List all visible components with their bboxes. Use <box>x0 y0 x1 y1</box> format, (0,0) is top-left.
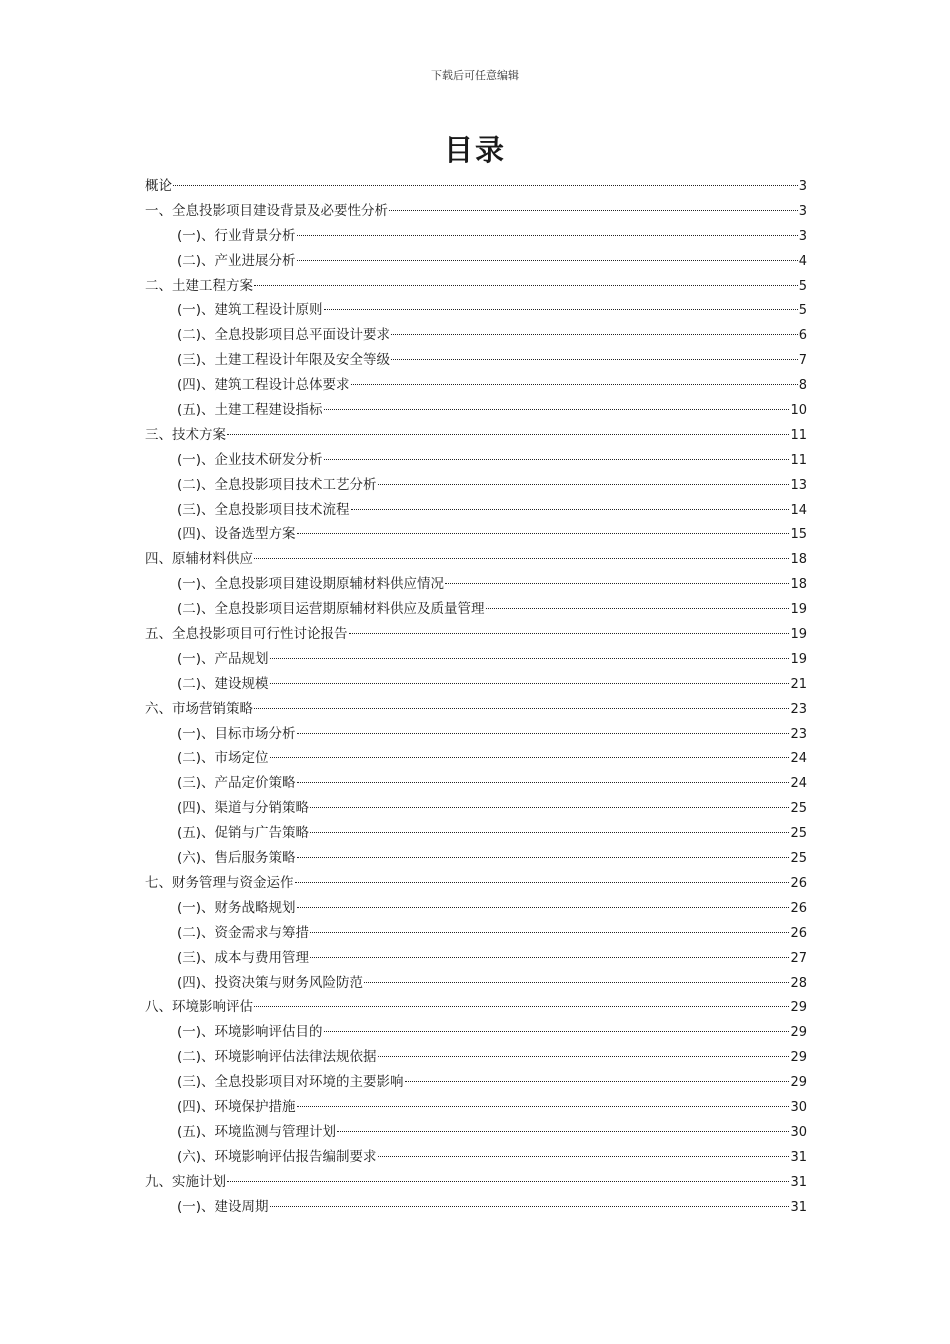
toc-dot-leader <box>297 533 790 534</box>
toc-dot-leader <box>324 1031 790 1032</box>
toc-entry[interactable] <box>145 1020 807 1045</box>
toc-entry-page-number: 21 <box>790 676 807 692</box>
toc-dot-leader <box>324 309 798 310</box>
toc-entry-label: (一)、产品规划 <box>177 650 269 667</box>
table-of-contents <box>145 174 807 1219</box>
toc-entry-label: (三)、成本与费用管理 <box>177 949 310 966</box>
toc-entry-page-number: 10 <box>790 403 807 419</box>
toc-entry[interactable] <box>145 298 807 323</box>
toc-dot-leader <box>297 733 790 734</box>
toc-entry-label: (一)、行业背景分析 <box>177 227 296 244</box>
toc-entry-label: (六)、售后服务策略 <box>177 850 296 867</box>
toc-entry-label: (一)、财务战略规划 <box>177 899 296 916</box>
toc-entry-page-number: 7 <box>798 353 807 369</box>
toc-entry-page-number: 15 <box>790 527 807 543</box>
toc-entry-page-number: 26 <box>790 925 807 941</box>
toc-dot-leader <box>391 334 798 335</box>
toc-entry-label: (二)、产业进展分析 <box>177 252 296 269</box>
toc-entry-label: (四)、环境保护措施 <box>177 1098 296 1115</box>
toc-dot-leader <box>297 782 790 783</box>
toc-entry[interactable] <box>145 697 807 722</box>
toc-dot-leader <box>445 583 789 584</box>
toc-entry-page-number: 19 <box>790 627 807 643</box>
toc-entry-page-number: 25 <box>790 851 807 867</box>
toc-entry-page-number: 25 <box>790 826 807 842</box>
toc-entry-label: (三)、全息投影项目对环境的主要影响 <box>177 1074 404 1091</box>
toc-entry[interactable] <box>145 971 807 996</box>
toc-entry[interactable] <box>145 522 807 547</box>
toc-entry[interactable] <box>145 572 807 597</box>
toc-entry-page-number: 26 <box>790 875 807 891</box>
toc-entry-page-number: 30 <box>790 1124 807 1140</box>
toc-entry[interactable] <box>145 946 807 971</box>
toc-entry[interactable] <box>145 771 807 796</box>
toc-entry[interactable] <box>145 746 807 771</box>
toc-entry[interactable] <box>145 995 807 1020</box>
toc-entry-page-number: 13 <box>790 477 807 493</box>
toc-entry-page-number: 5 <box>798 278 807 294</box>
toc-entry-label: (一)、目标市场分析 <box>177 725 296 742</box>
toc-entry-label: (一)、全息投影项目建设期原辅材料供应情况 <box>177 576 445 593</box>
toc-dot-leader <box>364 982 789 983</box>
toc-entry-label: 四、原辅材料供应 <box>145 551 253 568</box>
toc-entry-page-number: 29 <box>790 1050 807 1066</box>
toc-entry-page-number: 27 <box>790 950 807 966</box>
toc-dot-leader <box>297 235 798 236</box>
toc-entry[interactable] <box>145 448 807 473</box>
toc-entry-label: 三、技术方案 <box>145 426 226 443</box>
toc-dot-leader <box>270 757 790 758</box>
toc-entry[interactable] <box>145 373 807 398</box>
toc-entry-page-number: 19 <box>790 602 807 618</box>
toc-entry[interactable] <box>145 174 807 199</box>
toc-entry[interactable] <box>145 647 807 672</box>
toc-dot-leader <box>254 1006 789 1007</box>
toc-entry-label: (四)、建筑工程设计总体要求 <box>177 377 350 394</box>
toc-entry-label: (五)、促销与广告策略 <box>177 825 310 842</box>
toc-dot-leader <box>378 1056 790 1057</box>
toc-entry[interactable] <box>145 921 807 946</box>
toc-entry[interactable] <box>145 622 807 647</box>
toc-entry[interactable] <box>145 423 807 448</box>
toc-entry-page-number: 29 <box>790 1025 807 1041</box>
toc-entry[interactable] <box>145 547 807 572</box>
toc-entry-label: (二)、建设规模 <box>177 675 269 692</box>
toc-dot-leader <box>310 807 789 808</box>
toc-entry-page-number: 11 <box>790 452 807 468</box>
toc-entry-page-number: 26 <box>790 900 807 916</box>
toc-dot-leader <box>378 484 790 485</box>
toc-dot-leader <box>295 882 790 883</box>
toc-entry[interactable] <box>145 1170 807 1195</box>
toc-dot-leader <box>254 558 789 559</box>
toc-dot-leader <box>310 832 789 833</box>
toc-entry[interactable] <box>145 1120 807 1145</box>
toc-dot-leader <box>297 260 798 261</box>
toc-entry[interactable] <box>145 323 807 348</box>
toc-dot-leader <box>337 1131 789 1132</box>
toc-dot-leader <box>227 1181 789 1182</box>
toc-entry-label: 二、土建工程方案 <box>145 277 253 294</box>
toc-dot-leader <box>324 459 790 460</box>
toc-entry[interactable] <box>145 821 807 846</box>
toc-dot-leader <box>254 285 798 286</box>
header-note: 下载后可任意编辑 <box>431 69 519 82</box>
toc-dot-leader <box>297 857 790 858</box>
toc-entry-label: (一)、企业技术研发分析 <box>177 451 323 468</box>
toc-entry[interactable] <box>145 846 807 871</box>
toc-entry-page-number: 14 <box>790 502 807 518</box>
toc-entry-page-number: 29 <box>790 1000 807 1016</box>
toc-entry-page-number: 24 <box>790 751 807 767</box>
toc-entry-page-number: 23 <box>790 726 807 742</box>
toc-entry-label: 六、市场营销策略 <box>145 700 253 717</box>
toc-entry[interactable] <box>145 672 807 697</box>
toc-entry[interactable] <box>145 1045 807 1070</box>
toc-entry-page-number: 28 <box>790 975 807 991</box>
toc-entry[interactable] <box>145 398 807 423</box>
toc-dot-leader <box>378 1156 790 1157</box>
toc-dot-leader <box>310 932 789 933</box>
toc-entry-label: 九、实施计划 <box>145 1173 226 1190</box>
toc-entry-label: (一)、建设周期 <box>177 1198 269 1215</box>
toc-dot-leader <box>270 1206 790 1207</box>
toc-dot-leader <box>270 683 790 684</box>
toc-dot-leader <box>173 185 798 186</box>
toc-dot-leader <box>389 210 798 211</box>
toc-entry-label: (二)、全息投影项目技术工艺分析 <box>177 476 377 493</box>
toc-dot-leader <box>349 633 790 634</box>
toc-entry-label: (二)、全息投影项目运营期原辅材料供应及质量管理 <box>177 601 485 618</box>
toc-entry[interactable] <box>145 498 807 523</box>
toc-dot-leader <box>254 708 789 709</box>
toc-entry[interactable] <box>145 249 807 274</box>
toc-entry-page-number: 25 <box>790 801 807 817</box>
toc-entry-label: (五)、环境监测与管理计划 <box>177 1123 337 1140</box>
toc-entry-page-number: 18 <box>790 577 807 593</box>
toc-entry[interactable] <box>145 199 807 224</box>
toc-entry-page-number: 6 <box>798 328 807 344</box>
toc-dot-leader <box>351 384 798 385</box>
toc-entry[interactable] <box>145 473 807 498</box>
toc-entry-page-number: 8 <box>798 378 807 394</box>
toc-entry-page-number: 5 <box>798 303 807 319</box>
toc-entry-label: (三)、土建工程设计年限及安全等级 <box>177 352 391 369</box>
toc-entry-page-number: 24 <box>790 776 807 792</box>
toc-entry-label: (三)、产品定价策略 <box>177 775 296 792</box>
toc-entry[interactable] <box>145 1195 807 1220</box>
toc-entry[interactable] <box>145 1095 807 1120</box>
toc-entry-label: 一、全息投影项目建设背景及必要性分析 <box>145 202 388 219</box>
toc-entry-page-number: 3 <box>798 228 807 244</box>
toc-entry[interactable] <box>145 896 807 921</box>
toc-entry-page-number: 3 <box>798 179 807 194</box>
toc-dot-leader <box>391 359 798 360</box>
toc-entry[interactable] <box>145 348 807 373</box>
toc-entry-label: (三)、全息投影项目技术流程 <box>177 501 350 518</box>
toc-entry-label: (二)、市场定位 <box>177 750 269 767</box>
toc-entry[interactable] <box>145 871 807 896</box>
toc-entry-page-number: 31 <box>790 1149 807 1165</box>
toc-dot-leader <box>297 907 790 908</box>
toc-entry-label: (一)、环境影响评估目的 <box>177 1024 323 1041</box>
toc-entry-label: (六)、环境影响评估报告编制要求 <box>177 1148 377 1165</box>
toc-entry[interactable] <box>145 274 807 299</box>
toc-dot-leader <box>486 608 790 609</box>
toc-entry-page-number: 4 <box>798 253 807 269</box>
toc-entry-page-number: 19 <box>790 651 807 667</box>
toc-entry[interactable] <box>145 796 807 821</box>
toc-entry[interactable] <box>145 597 807 622</box>
toc-entry-label: (二)、环境影响评估法律法规依据 <box>177 1049 377 1066</box>
toc-dot-leader <box>351 509 790 510</box>
toc-entry-label: (四)、设备选型方案 <box>177 526 296 543</box>
toc-entry[interactable] <box>145 722 807 747</box>
toc-dot-leader <box>227 434 789 435</box>
toc-entry-page-number: 31 <box>790 1199 807 1215</box>
toc-entry-label: (一)、建筑工程设计原则 <box>177 302 323 319</box>
toc-entry-label: 七、财务管理与资金运作 <box>145 874 294 891</box>
toc-entry-label: 概论 <box>145 178 172 194</box>
toc-dot-leader <box>270 658 790 659</box>
page-title: 目录 <box>443 133 506 167</box>
toc-entry-label: (二)、全息投影项目总平面设计要求 <box>177 327 391 344</box>
toc-entry-label: (五)、土建工程建设指标 <box>177 402 323 419</box>
toc-entry-page-number: 23 <box>790 701 807 717</box>
toc-dot-leader <box>405 1081 790 1082</box>
toc-dot-leader <box>324 409 790 410</box>
toc-entry[interactable] <box>145 1070 807 1095</box>
toc-entry-label: (二)、资金需求与筹措 <box>177 924 310 941</box>
toc-entry-page-number: 11 <box>790 427 807 443</box>
toc-entry-page-number: 29 <box>790 1075 807 1091</box>
toc-entry-page-number: 30 <box>790 1099 807 1115</box>
toc-entry-label: (四)、渠道与分销策略 <box>177 800 310 817</box>
toc-entry-page-number: 18 <box>790 552 807 568</box>
toc-entry-page-number: 31 <box>790 1174 807 1190</box>
toc-dot-leader <box>297 1106 790 1107</box>
toc-entry-label: (四)、投资决策与财务风险防范 <box>177 974 364 991</box>
toc-entry-page-number: 3 <box>798 203 807 219</box>
toc-entry-label: 五、全息投影项目可行性讨论报告 <box>145 626 348 643</box>
toc-dot-leader <box>310 957 789 958</box>
toc-entry[interactable] <box>145 224 807 249</box>
toc-entry[interactable] <box>145 1145 807 1170</box>
toc-entry-label: 八、环境影响评估 <box>145 999 253 1016</box>
